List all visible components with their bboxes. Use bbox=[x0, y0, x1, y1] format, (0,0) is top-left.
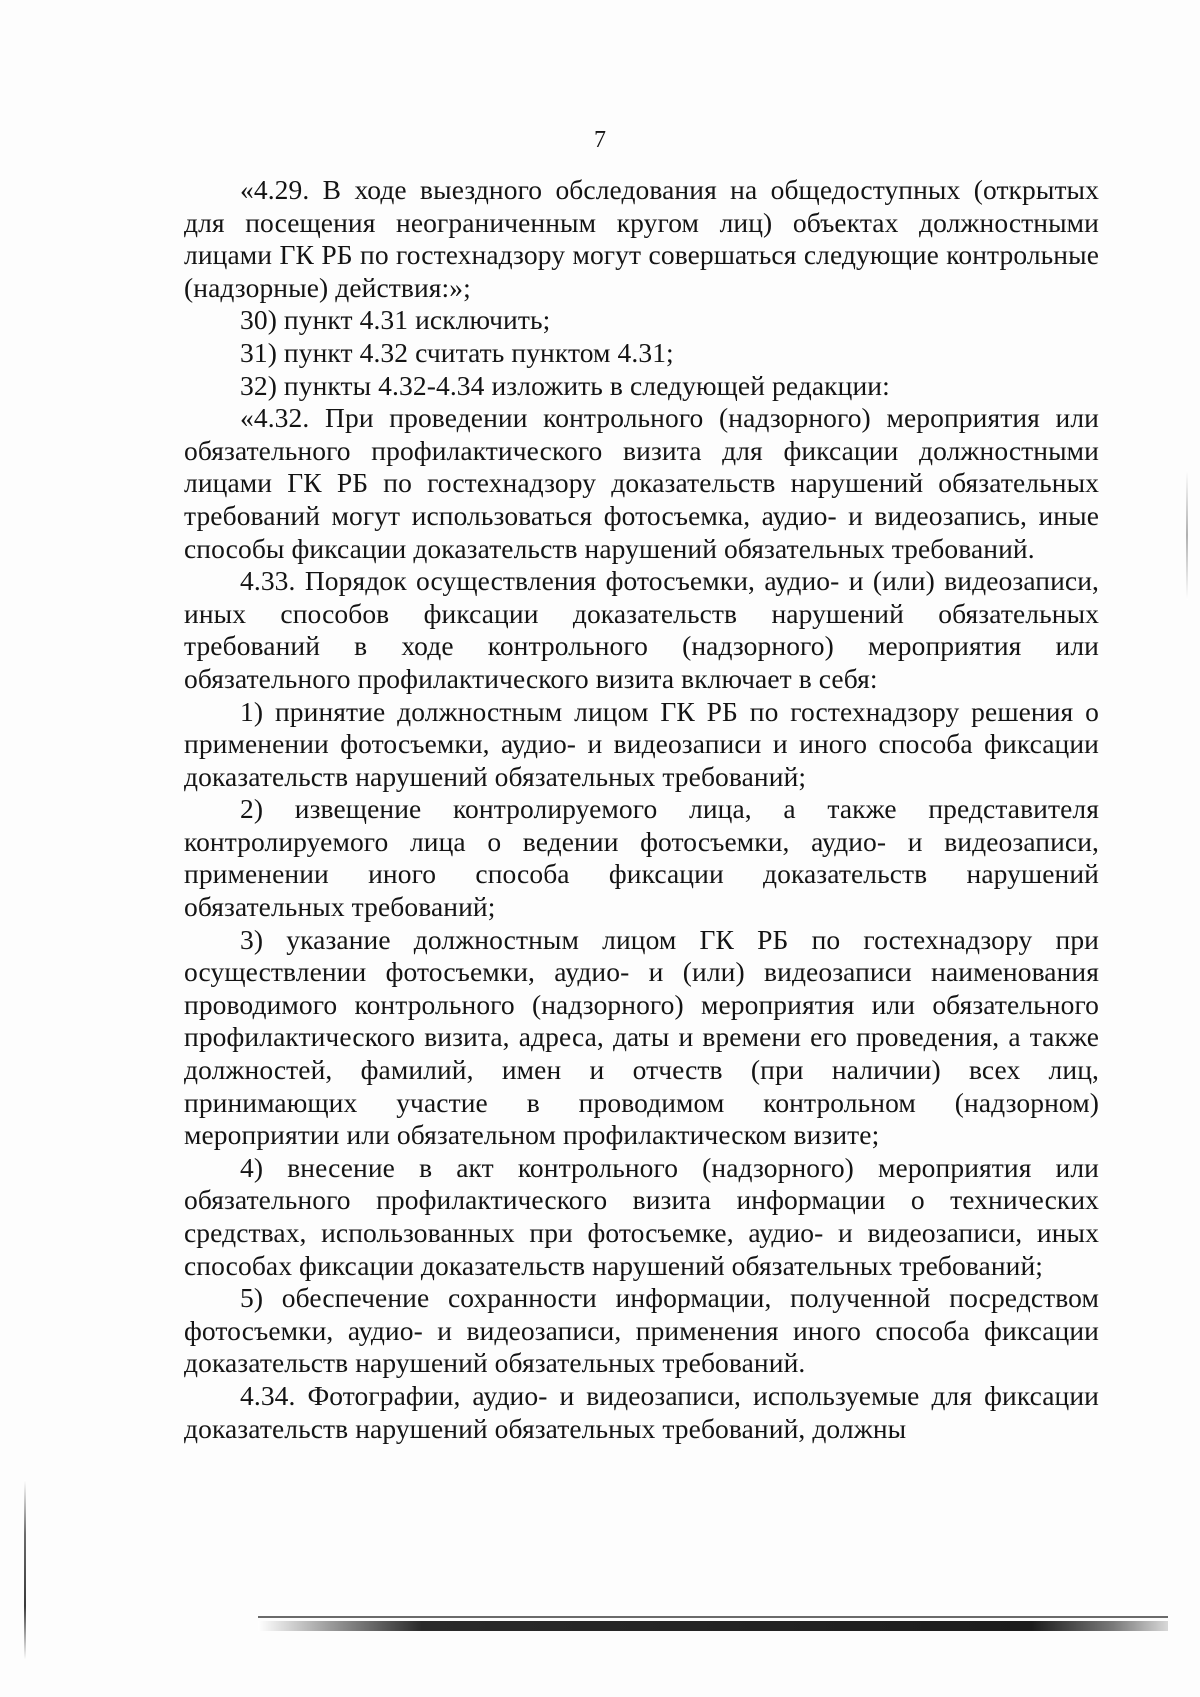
left-scan-mark bbox=[24, 1480, 26, 1660]
procedure-item-4: 4) внесение в акт контрольного (надзорного) мероприятия или обязательного профилактического визита информации о технических средствах, использованных при фотосъемке, аудио- и видеозаписи, иных способах фиксации доказательств нарушений обязательных требований; bbox=[184, 1151, 1099, 1281]
procedure-item-1: 1) принятие должностным лицом ГК РБ по гостехнадзору решения о применении фотосъемки, аудио- и видеозаписи и иного способа фиксации доказательств нарушений обязательных требований; bbox=[184, 695, 1099, 792]
paragraph-4-33: 4.33. Порядок осуществления фотосъемки, аудио- и (или) видеозаписи, иных способов фиксации доказательств нарушений обязательных требований в ходе контрольного (надзорного) мероприятия или обязательного профилактического визита включает в себя: bbox=[184, 565, 1099, 694]
procedure-item-3: 3) указание должностным лицом ГК РБ по гостехнадзору при осуществлении фотосъемки, аудио- и (или) видеозаписи наименования проводимого контрольного (надзорного) мероприятия или обязательного профилактического визита, адреса, даты и времени его проведения, а также должностей, фамилий, имен и отчеств (при наличии) всех лиц, принимающих участие в проводимом контрольном (надзорном) мероприятии или обязательном профилактическом визите; bbox=[184, 923, 1099, 1151]
paragraph-4-32: «4.32. При проведении контрольного (надзорного) мероприятия или обязательного профилактического визита для фиксации должностными лицами ГК РБ по гостехнадзору доказательств нарушений обязательных требований могут использоваться фотосъемка, аудио- и видеозапись, иные способы фиксации доказательств нарушений обязательных требований. bbox=[184, 402, 1099, 564]
amendment-item-30: 30) пункт 4.31 исключить; bbox=[240, 304, 551, 336]
procedure-item-2: 2) извещение контролируемого лица, а также представителя контролируемого лица о ведении фотосъемки, аудио- и видеозаписи, применении иного способа фиксации доказательств нарушений обязательных требований; bbox=[184, 793, 1099, 923]
footer-scan-rule bbox=[258, 1621, 1168, 1631]
paragraph-4-29: «4.29. В ходе выездного обследования на общедоступных (открытых для посещения неограниченным кругом лиц) объектах должностными лицами ГК РБ по гостехнадзору могут совершаться следующие контрольные (надзорные) действия:»; bbox=[184, 174, 1099, 303]
footer-rule-thin bbox=[258, 1616, 1168, 1618]
amendment-item-32: 32) пункты 4.32-4.34 изложить в следующей редакции: bbox=[240, 369, 890, 401]
right-scan-mark bbox=[1186, 470, 1188, 600]
procedure-item-5: 5) обеспечение сохранности информации, полученной посредством фотосъемки, аудио- и видеозаписи, применения иного способа фиксации доказательств нарушений обязательных требований. bbox=[184, 1282, 1099, 1379]
document-body bbox=[184, 174, 1099, 1445]
paragraph-4-34: 4.34. Фотографии, аудио- и видеозаписи, используемые для фиксации доказательств нарушений обязательных требований, должны bbox=[184, 1379, 1099, 1444]
page-number: 7 bbox=[594, 127, 606, 153]
amendment-item-31: 31) пункт 4.32 считать пунктом 4.31; bbox=[240, 336, 674, 368]
